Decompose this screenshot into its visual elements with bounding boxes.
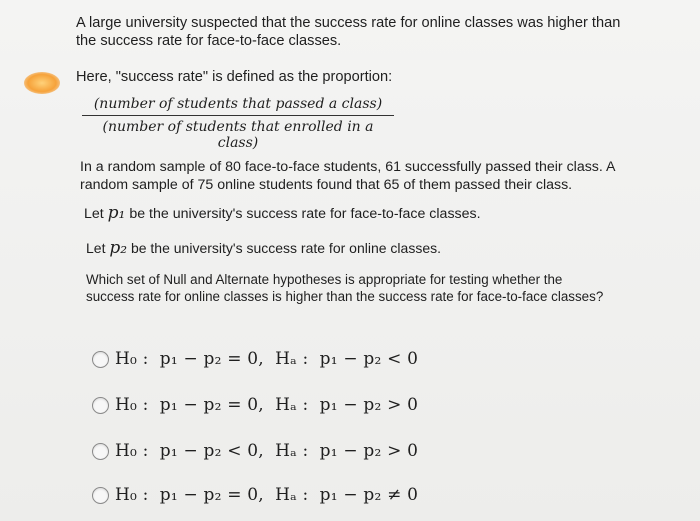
answer-option-text: H₀ : p₁ − p₂ < 0, Hₐ : p₁ − p₂ > 0 [115,441,419,461]
radio-button-icon[interactable] [92,351,109,368]
let-p1-suffix: be the university's success rate for face-to-face classes. [125,206,481,222]
fraction-denominator: (number of students that enrolled in a class) [102,119,374,151]
question-prompt: Which set of Null and Alternate hypotheses is appropriate for testing whether the success rate for online classes is higher than the success rate for face-to-face classes? [86,272,604,304]
answer-option-3[interactable] [92,438,418,464]
answer-option-1[interactable] [92,346,418,372]
question-intro: A large university suspected that the success rate for online classes was higher than the success rate for face-to-face classes. [76,15,621,49]
p2-variable: p₂ [109,238,128,258]
let-p2-suffix: be the university's success rate for online classes. [127,240,441,256]
radio-button-icon[interactable] [92,443,109,460]
answer-option-text: H₀ : p₁ − p₂ = 0, Hₐ : p₁ − p₂ > 0 [115,395,419,415]
answer-option-text: H₀ : p₁ − p₂ = 0, Hₐ : p₁ − p₂ < 0 [115,349,419,369]
let-p2-prefix: Let [86,240,110,256]
fraction-bar [82,115,394,116]
let-p2-statement [86,239,441,257]
p1-variable: p₁ [107,203,126,223]
success-rate-fraction [82,96,394,151]
fraction-numerator: (number of students that passed a class) [93,96,383,112]
let-p1-prefix: Let [84,206,108,222]
let-p1-statement [84,204,481,223]
radio-button-icon[interactable] [92,487,109,504]
answer-option-4[interactable] [92,482,418,508]
radio-button-icon[interactable] [92,397,109,414]
sample-description: In a random sample of 80 face-to-face students, 61 successfully passed their class. A random sample of 75 online students found that 65 of them passed their class. [80,159,615,193]
answer-option-2[interactable] [92,392,418,418]
answer-option-text: H₀ : p₁ − p₂ = 0, Hₐ : p₁ − p₂ ≠ 0 [115,485,419,505]
light-glare [24,72,60,94]
definition-lead: Here, "success rate" is defined as the proportion: [76,69,393,85]
